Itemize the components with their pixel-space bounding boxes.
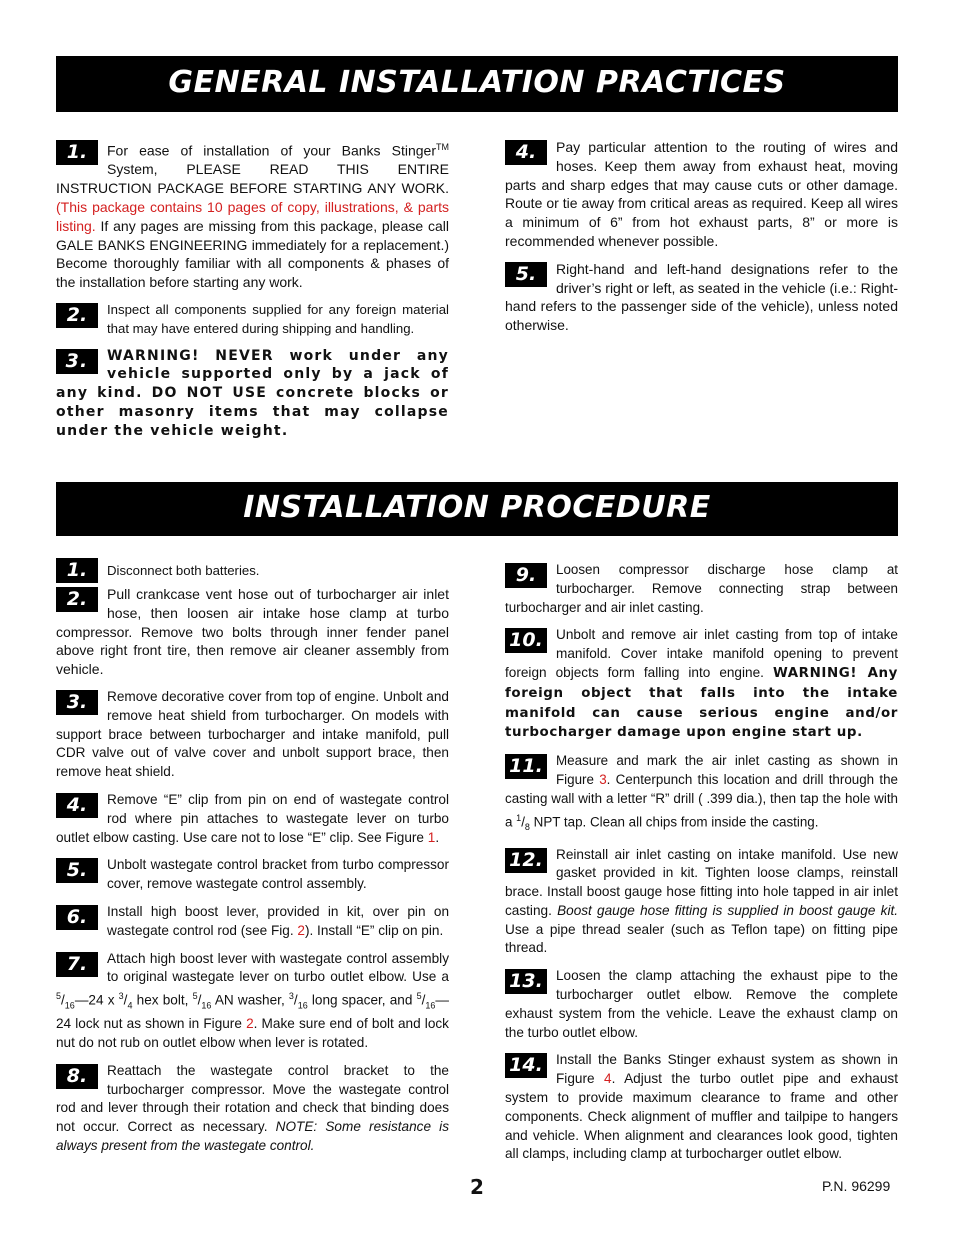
step-number: 12. bbox=[505, 848, 547, 873]
step-number: 6. bbox=[56, 905, 98, 930]
general-item-1: 1. For ease of installation of your Banks Stinger™ System, PLEASE READ THIS ENTIRE INSTRUCTION PACKAGE BEFORE STARTING ANY WORK. (This package contains 10 pages of copy, illustrations, & parts listing. If any pages are missing from this package, please call GALE BANKS ENGINEERING immediately for a replacement.) Become thoroughly familiar with all components & phases of the installation before starting any work. bbox=[56, 141, 449, 291]
step-number: 3. bbox=[56, 349, 98, 374]
step-number: 4. bbox=[505, 140, 547, 165]
step-number: 11. bbox=[505, 754, 547, 779]
figure-reference[interactable]: 2 bbox=[246, 1016, 254, 1032]
procedure-item-3: 3. Remove decorative cover from top of engine. Unbolt and remove heat shield from turbocharger. On models with support brace between turbocharger and intake manifold, pull CDR valve out of valve cover and unbolt support brace, then remove heat shield. bbox=[56, 688, 449, 780]
step-number: 14. bbox=[505, 1053, 547, 1078]
page-number: 2 bbox=[470, 1175, 484, 1199]
procedure-item-13: 13. Loosen the clamp attaching the exhaust pipe to the turbocharger outlet elbow. Remove the complete exhaust system from the vehicle. Leave the exhaust clamp on the turbo outlet elbow. bbox=[505, 968, 898, 1040]
step-number: 8. bbox=[56, 1064, 98, 1089]
procedure-item-8: 8. Reattach the wastegate control bracket to the turbocharger compressor. Move the wastegate control rod and lever through their rotation and check that binding does not occur. Correct as necessary. NOTE: Some resistance is always present from the wastegate control. bbox=[56, 1062, 449, 1153]
step-number: 10. bbox=[505, 628, 547, 653]
step-number: 2. bbox=[56, 303, 98, 328]
procedure-item-9: 9. Loosen compressor discharge hose clamp at turbocharger. Remove connecting strap between turbocharger and air inlet casting. bbox=[505, 562, 898, 615]
step-number: 2. bbox=[56, 587, 98, 612]
procedure-item-12: 12. Reinstall air inlet casting on intake manifold. Use new gasket provided in kit. Tighten loose clamps, reinstall brace. Install boost gauge hose fitting into hole tapped in air inlet casting. Boost gauge hose fitting is supplied in boost gauge kit. Use a pipe thread sealer (such as Teflon tape) on fitting pipe thread. bbox=[505, 846, 899, 956]
step-number: 3. bbox=[56, 690, 98, 715]
figure-reference[interactable]: 1 bbox=[427, 829, 436, 845]
installation-procedure-heading: INSTALLATION PROCEDURE bbox=[56, 482, 898, 536]
procedure-left-column bbox=[56, 556, 449, 1156]
step-number: 9. bbox=[505, 563, 547, 588]
step-number: 1. bbox=[56, 558, 98, 583]
procedure-item-4: 4. Remove “E” clip from pin on end of wastegate control rod where pin attaches to wastegate lever on turbo outlet elbow casting. Use care not to lose “E” clip. See Figure 1. bbox=[56, 791, 449, 845]
boost-gauge-note: Boost gauge hose fitting is supplied in boost gauge kit. bbox=[557, 902, 899, 918]
step-number: 1. bbox=[56, 140, 98, 165]
general-practices-heading: GENERAL INSTALLATION PRACTICES bbox=[56, 56, 898, 112]
general-item-5: 5. Right-hand and left-hand designations refer to the driver’s right or left, as seated in the vehicle (i.e.: Right-hand refers to the passenger side of the vehicle), unless noted otherwise. bbox=[505, 260, 898, 334]
procedure-item-10: 10. Unbolt and remove air inlet casting from top of intake manifold. Cover intake manifold opening to prevent foreign objects form falling into engine. WARNING! Any foreign object that falls into the intake manifold can cause serious engine and/or turbocharger damage upon engine start up. bbox=[505, 627, 898, 741]
procedure-right-column bbox=[505, 561, 898, 1164]
general-left-column bbox=[56, 138, 449, 441]
foreign-object-warning: WARNING! Any foreign object that falls into the intake manifold can cause serious engine and/or turbocharger damage upon engine start up. bbox=[505, 665, 898, 741]
general-right-column bbox=[505, 138, 898, 335]
general-item-4: 4. Pay particular attention to the routing of wires and hoses. Keep them away from exhaust heat, moving parts and sharp edges that may cause cuts or other damage. Route or tie away from critical areas as required. Keep all wires a minimum of 6” from hot exhaust parts, 8” or more is recommended whenever possible. bbox=[505, 139, 898, 249]
procedure-item-11: 11. Measure and mark the air inlet casting as shown in Figure 3. Centerpunch this location and drill through the casting wall with a letter “R” drill ( .399 dia.), then tap the hole with a $^1/_8$ NPT tap. Clean all chips from inside the casting. bbox=[505, 753, 898, 832]
general-item-3-warning: 3. WARNING! NEVER work under any vehicle supported only by a jack of any kind. DO NOT USE concrete blocks or other masonry items that may collapse under the vehicle weight. bbox=[56, 347, 449, 439]
step-number: 13. bbox=[505, 969, 547, 994]
procedure-item-5: 5. Unbolt wastegate control bracket from turbo compressor cover, remove wastegate control assembly. bbox=[56, 856, 449, 894]
figure-reference[interactable]: 4 bbox=[604, 1071, 612, 1087]
procedure-item-2: 2. Pull crankcase vent hose out of turbocharger air inlet hose, then loosen air intake hose clamp at turbo compressor. Remove two bolts through inner fender panel above right front tire, then remove air cleaner assembly from vehicle. bbox=[56, 586, 449, 678]
step-number: 5. bbox=[505, 262, 547, 287]
procedure-item-7: 7. Attach high boost lever with wastegate control assembly to original wastegate lever on turbo outlet elbow. Use a $^5/_{16}—24$ x $^3/_4$ hex bolt, $^5/_{16}$ AN washer, $^3/_{16}$ long spacer, and $^5/_{16}—24$ lock nut as shown in Figure 2. Make sure end of bolt and lock nut do not rub on outlet elbow when lever is rotated. bbox=[56, 950, 449, 1050]
wastegate-note: NOTE: Some resistance is always present from the wastegate control. bbox=[56, 1119, 449, 1153]
procedure-item-6: 6. Install high boost lever, provided in kit, over pin on wastegate control rod (see Fig. 2). Install “E” clip on pin. bbox=[56, 903, 449, 941]
step-number: 5. bbox=[56, 858, 98, 883]
figure-reference[interactable]: 3 bbox=[599, 771, 607, 787]
step-number: 7. bbox=[56, 952, 98, 977]
general-item-2: 2. Inspect all components supplied for any foreign material that may have entered during shipping and handling. bbox=[56, 301, 449, 339]
part-number: P.N. 96299 bbox=[822, 1178, 891, 1194]
package-note: (This package contains 10 pages of copy, illustrations, & parts listing. bbox=[56, 199, 449, 234]
procedure-item-1: 1. Disconnect both batteries. bbox=[56, 556, 449, 585]
figure-reference[interactable]: 2 bbox=[297, 922, 305, 938]
step-number: 4. bbox=[56, 793, 98, 818]
procedure-item-14: 14. Install the Banks Stinger exhaust system as shown in Figure 4. Adjust the turbo outlet pipe and exhaust system to provide maximum clearance to frame and other components. Check alignment of muffler and tailpipe to hangers and vehicle. When alignment and clearances look good, tighten all clamps, including clamp at turbocharger outlet elbow. bbox=[505, 1052, 898, 1162]
